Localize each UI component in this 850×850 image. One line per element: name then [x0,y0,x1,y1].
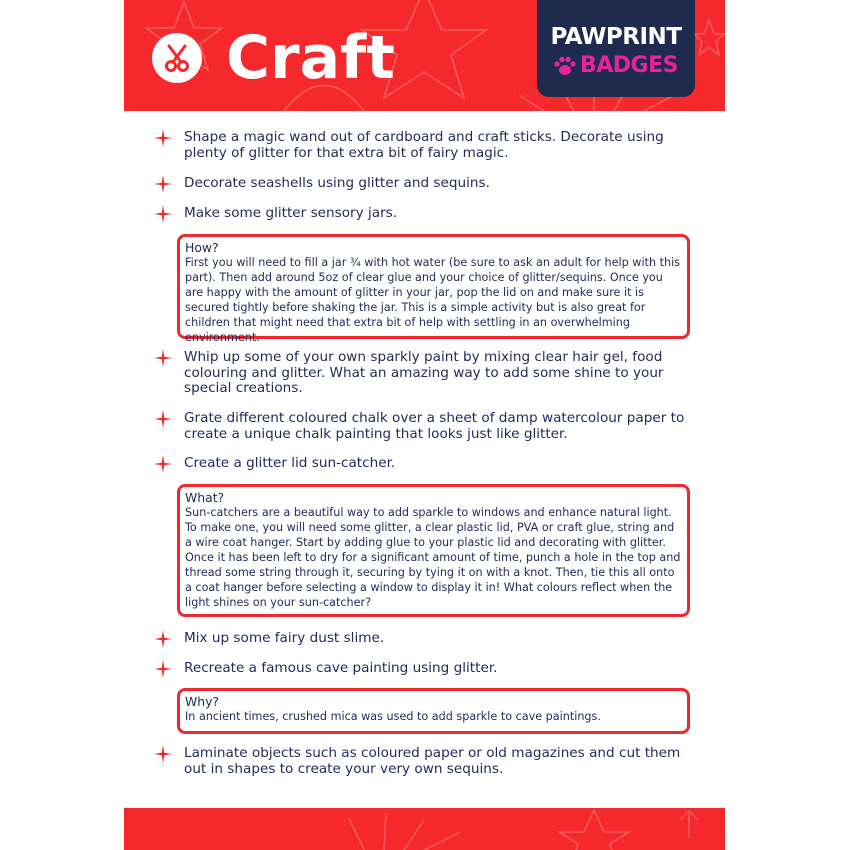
list-item [154,411,699,442]
list-item-text: Shape a magic wand out of cardboard and craft sticks. Decorate using plenty of glitter for that extra bit of fairy magic. [184,129,664,161]
list-item [154,206,699,223]
info-box-why [177,688,690,734]
info-box-how [177,234,690,344]
list-item-text: Grate different coloured chalk over a sheet of damp watercolour paper to create a unique chalk painting that looks just like glitter. [184,410,685,442]
sparkle-bullet-icon [154,660,172,678]
list-item [154,746,699,777]
list-item-text: Laminate objects such as coloured paper or old magazines and cut them out in shapes to create your very own sequins. [184,745,681,777]
info-box-heading: Why? [185,694,220,709]
brand-name-bottom-text: BADGES [580,53,678,78]
list-item-text: Mix up some fairy dust slime. [184,630,385,646]
sparkle-bullet-icon [154,349,172,367]
info-box-heading: How? [185,240,219,255]
list-item-text: Recreate a famous cave painting using glitter. [184,660,498,676]
list-item [154,661,699,678]
info-box-body: Sun-catchers are a beautiful way to add sparkle to windows and enhance natural light. To make one, you will need some glitter, a clear plastic lid, PVA or craft glue, string and a wire coat hanger. Start by adding glue to your plastic lid and decorating with glitter. Once it has been left to dry for a significant amount of time, punch a hole in the top and thread some string through it, securing by tying it on with a knot. Then, tie this all onto a coat hanger before selecting a window to display it in! What colours reflect when the light shines on your sun-catcher? [185,506,681,609]
sparkle-bullet-icon [154,175,172,193]
footer-star-decoration [124,808,725,850]
list-item [154,456,699,473]
scissors-icon [161,42,193,74]
info-box-body: In ancient times, crushed mica was used to add sparkle to cave paintings. [185,710,601,723]
sparkle-bullet-icon [154,630,172,648]
list-item-text: Whip up some of your own sparkly paint by mixing clear hair gel, food colouring and glitter. What an amazing way to add some shine to your special creations. [184,349,664,397]
craft-logo [152,33,202,83]
brand-name-top: PAWPRINT [550,24,682,50]
sparkle-bullet-icon [154,129,172,147]
page-title: Craft [226,23,395,93]
sparkle-bullet-icon [154,455,172,473]
info-box-body: First you will need to fill a jar ¾ with hot water (be sure to ask an adult for help with this part). Then add around 5oz of clear glue and your choice of glitter/sequins. Once you are happy with the amount of glitter in your jar, pop the lid on and make sure it is secured tightly before shaking the jar. This is a simple activity but is also great for children that might need that extra bit of help with settling in an overwhelming environment. [185,256,681,344]
info-box-what [177,484,690,617]
list-item [154,631,699,648]
header-banner [124,0,725,111]
list-item [154,130,699,161]
sparkle-bullet-icon [154,205,172,223]
list-item [154,176,699,193]
paw-icon [553,55,577,77]
footer-banner [124,808,725,850]
sparkle-bullet-icon [154,745,172,763]
page [124,0,725,850]
pawprint-badges-logo [537,0,695,97]
list-item-text: Decorate seashells using glitter and sequins. [184,175,490,191]
sparkle-bullet-icon [154,410,172,428]
list-item-text: Create a glitter lid sun-catcher. [184,455,396,471]
brand-name-bottom [553,53,695,78]
list-item-text: Make some glitter sensory jars. [184,205,398,221]
list-item [154,350,699,397]
info-box-heading: What? [185,490,225,505]
